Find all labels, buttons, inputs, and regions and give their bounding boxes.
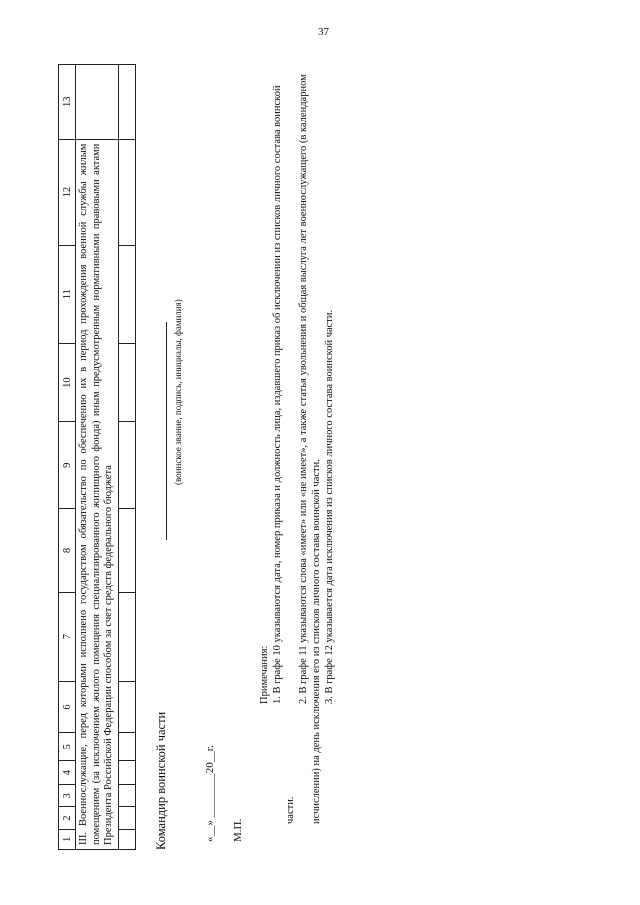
column-number: 3 bbox=[59, 785, 76, 807]
notes-title: Примечания: bbox=[259, 645, 270, 704]
empty-cell bbox=[118, 139, 135, 245]
empty-cell bbox=[118, 807, 135, 829]
empty-cell bbox=[118, 422, 135, 509]
empty-cell bbox=[118, 245, 135, 344]
empty-cell bbox=[118, 785, 135, 807]
column-number: 12 bbox=[59, 139, 76, 245]
column-number: 10 bbox=[59, 344, 76, 422]
empty-cell bbox=[118, 829, 135, 849]
empty-cell bbox=[118, 592, 135, 681]
commander-label: Командир воинской части bbox=[154, 711, 168, 850]
column-number: 13 bbox=[59, 65, 76, 140]
empty-cell bbox=[118, 733, 135, 761]
column-number-row bbox=[59, 65, 76, 850]
signature-line bbox=[166, 322, 167, 540]
empty-cell bbox=[118, 681, 135, 733]
stamp-placeholder: М.П. bbox=[232, 818, 244, 842]
note-item: 3. В графе 12 указывается дата исключения из списков личного состава воинской части. bbox=[324, 309, 335, 704]
column-number: 6 bbox=[59, 681, 76, 733]
record-table bbox=[58, 64, 136, 850]
column-number: 4 bbox=[59, 761, 76, 785]
section-row bbox=[76, 65, 119, 850]
column-number: 2 bbox=[59, 807, 76, 829]
column-number: 5 bbox=[59, 733, 76, 761]
empty-cell bbox=[118, 509, 135, 592]
empty-cell bbox=[118, 761, 135, 785]
signature-caption: (воинское звание, подпись, инициалы, фамилия) bbox=[173, 299, 183, 485]
column-number: 8 bbox=[59, 509, 76, 592]
empty-row bbox=[118, 65, 135, 850]
section-empty-cell bbox=[76, 65, 119, 140]
column-number: 1 bbox=[59, 829, 76, 849]
empty-cell bbox=[118, 65, 135, 140]
notes-block bbox=[258, 64, 336, 824]
date-line: «__» ________20__г. bbox=[204, 745, 216, 842]
column-number: 7 bbox=[59, 592, 76, 681]
column-number: 11 bbox=[59, 245, 76, 344]
column-number: 9 bbox=[59, 422, 76, 509]
page-number: 37 bbox=[318, 26, 329, 38]
empty-cell bbox=[118, 344, 135, 422]
note-item: 1. В графе 10 указываются дата, номер приказа и должность лица, издавшего приказ об исключении из списков личного состава воинской части. bbox=[272, 85, 296, 824]
rotated-page-content bbox=[32, 50, 592, 850]
note-item: 2. В графе 11 указываются слова «имеет» или «не имеет», а также статья увольнения и общая выслуга лет военнослужащего (в календарном исчислении) на день исключения его из списков личного состава воинской части. bbox=[298, 74, 322, 824]
section-heading: III. Военнослужащие, перед которыми исполнено государством обязательство по обеспечению их в период прохождения военной службы жилым помещением (за исключением жилого помещения специализированного жилищного фонда) иным предусмотренным нормативными правовыми актами Президента Российской Федерации способом за счет средств федерального бюджета bbox=[76, 139, 119, 849]
